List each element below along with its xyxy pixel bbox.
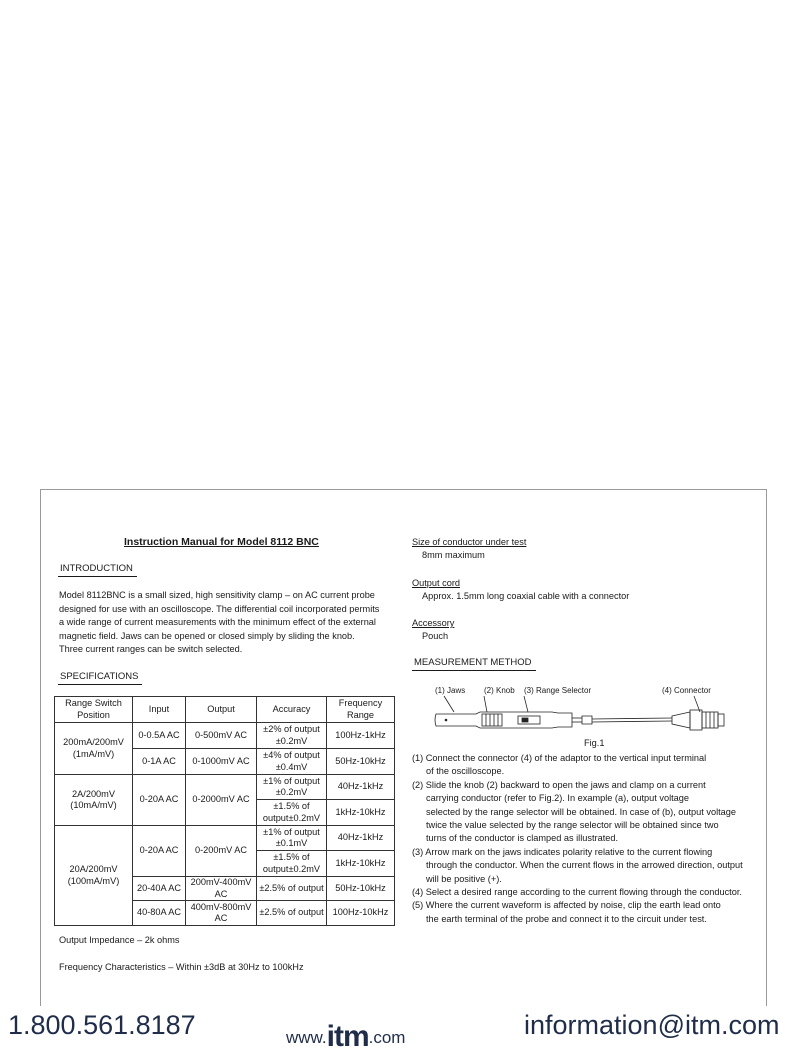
- intro-line: a wide range of current measurements with the minimum effect of the external: [59, 617, 376, 628]
- intro-line: magnetic field. Jaws can be opened or closed simply by sliding the knob.: [59, 630, 355, 641]
- accessory-label: Accessory: [412, 618, 455, 628]
- measurement-step: [412, 899, 743, 926]
- frequency-cell: 50Hz-10kHz: [327, 749, 395, 775]
- frequency-cell: 100Hz-1kHz: [327, 723, 395, 749]
- figure-caption: Fig.1: [584, 738, 605, 748]
- measurement-steps: [412, 752, 743, 926]
- website-prefix: www.: [286, 1028, 327, 1047]
- measurement-step-line: carrying conductor (refer to Fig.2). In example (a), output voltage: [426, 793, 689, 804]
- output-cell: 0-500mV AC: [186, 723, 257, 749]
- intro-line: designed for use with an oscilloscope. The differential coil incorporated permits: [59, 603, 380, 614]
- header-accuracy: Accuracy: [257, 697, 327, 723]
- input-cell: 0-1A AC: [133, 749, 186, 775]
- accuracy-cell: ±4% of output ±0.4mV: [257, 749, 327, 775]
- footer-phone: 1.800.561.8187: [8, 1010, 196, 1040]
- measurement-step-line: through the conductor. When the current flows in the arrowed direction, output: [426, 860, 743, 871]
- output-cell: 200mV-400mV AC: [186, 877, 257, 901]
- header-range-switch: Range Switch Position: [55, 697, 133, 723]
- introduction-heading: INTRODUCTION: [58, 562, 137, 577]
- document-frame-right: [766, 489, 767, 1006]
- measurement-step-line: (3) Arrow mark on the jaws indicates polarity relative to the current flowing: [412, 846, 713, 857]
- accuracy-cell: ±1% of output ±0.1mV: [257, 826, 327, 851]
- figure-label-range-selector: (3) Range Selector: [524, 686, 592, 695]
- measurement-heading: MEASUREMENT METHOD: [412, 656, 536, 671]
- range-position: 200mA/200mV (1mA/mV): [55, 723, 133, 775]
- measurement-step: [412, 846, 743, 886]
- footer-website[interactable]: [286, 1020, 405, 1054]
- document-frame-left: [40, 489, 41, 1006]
- measurement-step-line: turns of the conductor is clamped as illustrated.: [426, 833, 619, 844]
- intro-line: Three current ranges can be switch selected.: [59, 644, 243, 655]
- intro-line: Model 8112BNC is a small sized, high sensitivity clamp – on AC current probe: [59, 590, 375, 600]
- measurement-step-line: (2) Slide the knob (2) backward to open the jaws and clamp on a current: [412, 779, 706, 790]
- frequency-cell: 1kHz-10kHz: [327, 851, 395, 877]
- header-input: Input: [133, 697, 186, 723]
- measurement-step-line: twice the value selected by the range selector will be obtained since two: [426, 820, 719, 831]
- input-cell: 0-20A AC: [133, 826, 186, 877]
- output-cord-value: Approx. 1.5mm long coaxial cable with a connector: [422, 591, 630, 601]
- accuracy-cell: ±2% of output ±0.2mV: [257, 723, 327, 749]
- input-cell: 40-80A AC: [133, 901, 186, 926]
- itm-logo: itm: [326, 1020, 369, 1053]
- table-row: [55, 775, 395, 800]
- output-cord-label: Output cord: [412, 578, 461, 588]
- document-title: Instruction Manual for Model 8112 BNC: [124, 536, 319, 548]
- output-cell: 0-2000mV AC: [186, 775, 257, 826]
- figure-label-knob: (2) Knob: [484, 686, 515, 695]
- frequency-characteristics: Frequency Characteristics – Within ±3dB at 30Hz to 100kHz: [59, 962, 304, 972]
- website-suffix: .com: [368, 1028, 406, 1047]
- input-cell: 0-20A AC: [133, 775, 186, 826]
- measurement-step-line: will be positive (+).: [426, 873, 502, 884]
- conductor-size-value: 8mm maximum: [422, 550, 485, 560]
- measurement-step: [412, 886, 743, 899]
- frequency-cell: 100Hz-10kHz: [327, 901, 395, 926]
- accuracy-cell: ±1.5% of output±0.2mV: [257, 800, 327, 826]
- frequency-cell: 40Hz-1kHz: [327, 775, 395, 800]
- output-impedance: Output Impedance – 2k ohms: [59, 935, 180, 945]
- accuracy-cell: ±2.5% of output: [257, 877, 327, 901]
- measurement-step-line: of the oscilloscope.: [426, 766, 505, 777]
- header-output: Output: [186, 697, 257, 723]
- specifications-heading: SPECIFICATIONS: [58, 670, 142, 685]
- accessory-value: Pouch: [422, 631, 449, 641]
- input-cell: 20-40A AC: [133, 877, 186, 901]
- clamp-probe-illustration: [432, 694, 752, 734]
- range-position: 2A/200mV (10mA/mV): [55, 775, 133, 826]
- header-frequency: Frequency Range: [327, 697, 395, 723]
- measurement-step-line: (5) Where the current waveform is affected by noise, clip the earth lead onto: [412, 900, 721, 911]
- introduction-text: [59, 589, 389, 657]
- table-row: [55, 723, 395, 749]
- frequency-cell: 1kHz-10kHz: [327, 800, 395, 826]
- accuracy-cell: ±1.5% of output±0.2mV: [257, 851, 327, 877]
- measurement-step: [412, 752, 743, 779]
- output-cell: 0-1000mV AC: [186, 749, 257, 775]
- measurement-step-line: selected by the range selector will be obtained. In case of (b), output voltage: [426, 806, 737, 817]
- output-cell: 0-200mV AC: [186, 826, 257, 877]
- footer-email[interactable]: information@itm.com: [524, 1010, 780, 1040]
- range-position: 20A/200mV (100mA/mV): [55, 826, 133, 926]
- conductor-size-label: Size of conductor under test: [412, 537, 527, 547]
- figure-label-connector: (4) Connector: [662, 686, 711, 695]
- accuracy-cell: ±2.5% of output: [257, 901, 327, 926]
- output-cell: 400mV-800mV AC: [186, 901, 257, 926]
- frequency-cell: 40Hz-1kHz: [327, 826, 395, 851]
- document-frame-top: [40, 489, 767, 490]
- table-row: [55, 826, 395, 851]
- measurement-step-line: the earth terminal of the probe and connect it to the circuit under test.: [426, 913, 707, 924]
- figure-label-jaws: (1) Jaws: [435, 686, 466, 695]
- specifications-table: [54, 696, 395, 926]
- measurement-step: [412, 779, 743, 846]
- measurement-step-line: (1) Connect the connector (4) of the adaptor to the vertical input terminal: [412, 753, 707, 763]
- input-cell: 0-0.5A AC: [133, 723, 186, 749]
- accuracy-cell: ±1% of output ±0.2mV: [257, 775, 327, 800]
- frequency-cell: 50Hz-10kHz: [327, 877, 395, 901]
- measurement-step-line: (4) Select a desired range according to the current flowing through the conductor.: [412, 887, 742, 898]
